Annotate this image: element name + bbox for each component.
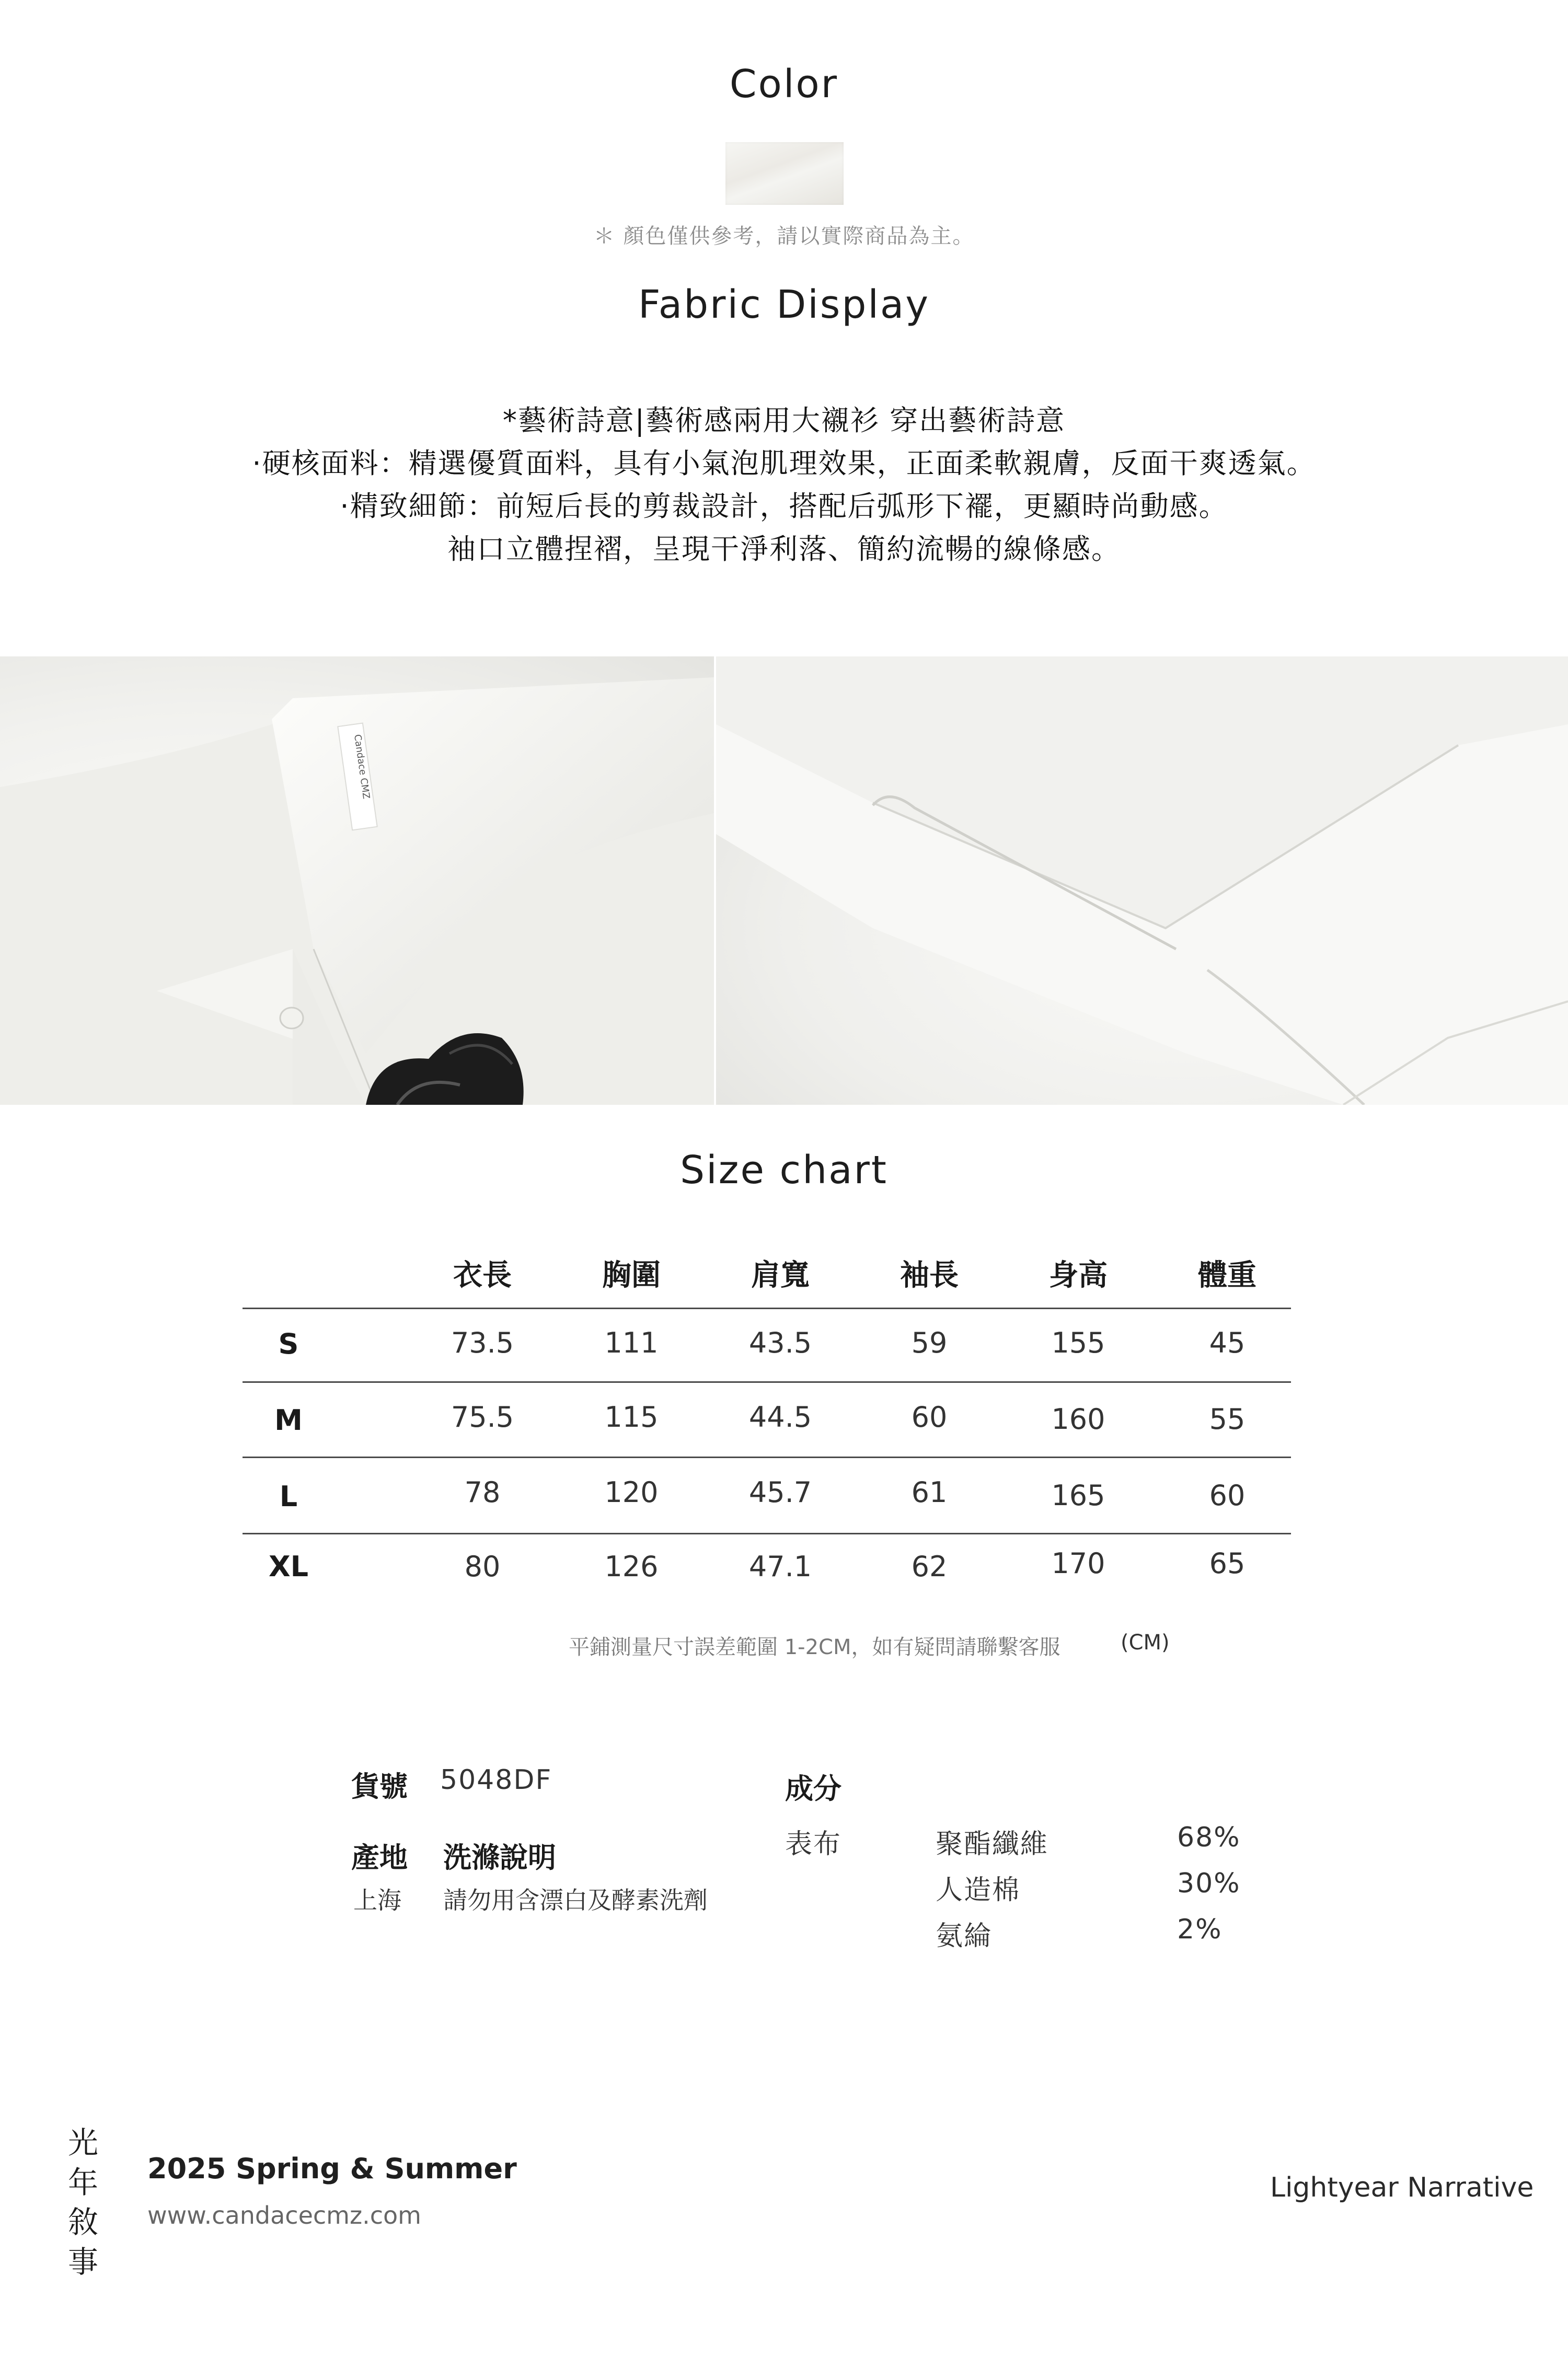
size-label-s: S — [278, 1327, 299, 1360]
col-header-height: 身高 — [1049, 1258, 1108, 1292]
brand-char: 敘 — [67, 2204, 98, 2240]
table-cell: 55 — [1209, 1403, 1246, 1436]
col-header-chest: 胸圍 — [602, 1258, 661, 1292]
brand-name-en: Lightyear Narrative — [1270, 2172, 1534, 2203]
fabric-desc-line-3: ·精致細節：前短后長的剪裁設計，搭配后弧形下襬，更顯時尚動感。 — [340, 490, 1228, 523]
fabric-heading: Fabric Display — [638, 282, 930, 327]
care-label: 洗滌說明 — [443, 1841, 556, 1874]
fabric-desc-line-1: *藝術詩意|藝術感兩用大襯衫 穿出藝術詩意 — [502, 404, 1066, 437]
measurement-note: 平鋪測量尺寸誤差範圍 1-2CM，如有疑問請聯繫客服 — [569, 1635, 1060, 1659]
brand-char: 事 — [67, 2244, 98, 2280]
material-name: 氨綸 — [936, 1921, 993, 1952]
table-cell: 75.5 — [451, 1401, 514, 1434]
material-name: 人造棉 — [936, 1875, 1021, 1906]
table-cell: 155 — [1051, 1326, 1105, 1359]
table-cell: 111 — [604, 1326, 659, 1359]
item-no-label: 貨號 — [351, 1770, 408, 1803]
table-cell: 78 — [464, 1476, 501, 1509]
color-note: ＊ 顏色僅供參考，請以實際商品為主。 — [593, 224, 975, 248]
table-cell: 120 — [604, 1476, 659, 1509]
brand-char: 年 — [67, 2165, 98, 2200]
table-cell: 115 — [604, 1401, 659, 1434]
material-percent: 68% — [1177, 1822, 1241, 1853]
size-label-l: L — [279, 1480, 298, 1513]
size-label-xl: XL — [268, 1550, 309, 1583]
table-cell: 59 — [911, 1326, 948, 1359]
brand-char: 光 — [67, 2125, 98, 2161]
size-label-m: M — [274, 1404, 303, 1437]
hem-detail-photo — [716, 656, 1568, 1105]
composition-label: 成分 — [785, 1772, 841, 1805]
table-cell: 62 — [911, 1550, 948, 1583]
material-name: 聚酯纖維 — [936, 1829, 1049, 1860]
fabric-desc-line-4: 袖口立體捏褶，呈現干淨利落、簡約流暢的線條感。 — [447, 533, 1121, 565]
table-cell: 44.5 — [748, 1401, 812, 1434]
table-cell: 61 — [911, 1476, 948, 1509]
table-cell: 80 — [464, 1550, 501, 1583]
table-rule — [243, 1457, 1291, 1458]
fabric-desc-line-2: ·硬核面料：精選優質面料，具有小氣泡肌理效果，正面柔軟親膚，反面干爽透氣。 — [252, 447, 1316, 480]
col-header-shoulder: 肩寬 — [751, 1258, 810, 1292]
color-heading: Color — [729, 62, 839, 107]
material-percent: 2% — [1177, 1914, 1223, 1945]
table-cell: 45 — [1209, 1326, 1246, 1359]
care-value: 請勿用含漂白及酵素洗劑 — [443, 1886, 708, 1914]
composition-part: 表布 — [785, 1829, 842, 1860]
col-header-sleeve: 袖長 — [900, 1258, 959, 1292]
label-tag-text: Candace CMZ — [352, 733, 372, 800]
size-chart-heading: Size chart — [680, 1148, 888, 1193]
table-rule — [243, 1533, 1291, 1534]
table-cell: 126 — [604, 1550, 659, 1583]
origin-label: 產地 — [351, 1841, 408, 1874]
season-label: 2025 Spring & Summer — [147, 2152, 517, 2185]
website-link[interactable]: www.candacecmz.com — [147, 2201, 421, 2229]
table-cell: 73.5 — [451, 1326, 514, 1359]
material-percent: 30% — [1177, 1868, 1241, 1899]
brand-logo-cn — [65, 2123, 101, 2282]
origin-value: 上海 — [353, 1886, 401, 1914]
table-cell: 60 — [911, 1401, 948, 1434]
table-cell: 47.1 — [748, 1550, 812, 1583]
table-cell: 43.5 — [748, 1326, 812, 1359]
unit-label: (CM) — [1121, 1631, 1170, 1655]
col-header-weight: 體重 — [1198, 1258, 1256, 1292]
table-rule — [243, 1381, 1291, 1383]
collar-detail-photo — [0, 656, 714, 1105]
col-header-length: 衣長 — [453, 1258, 512, 1292]
color-swatch-white — [725, 142, 844, 205]
table-cell: 165 — [1051, 1479, 1105, 1512]
table-cell: 60 — [1209, 1479, 1246, 1512]
table-cell: 160 — [1051, 1403, 1105, 1436]
table-cell: 170 — [1051, 1547, 1105, 1580]
table-rule — [243, 1308, 1291, 1309]
table-cell: 65 — [1209, 1547, 1246, 1580]
table-cell: 45.7 — [748, 1476, 812, 1509]
item-no-value: 5048DF — [440, 1764, 552, 1796]
